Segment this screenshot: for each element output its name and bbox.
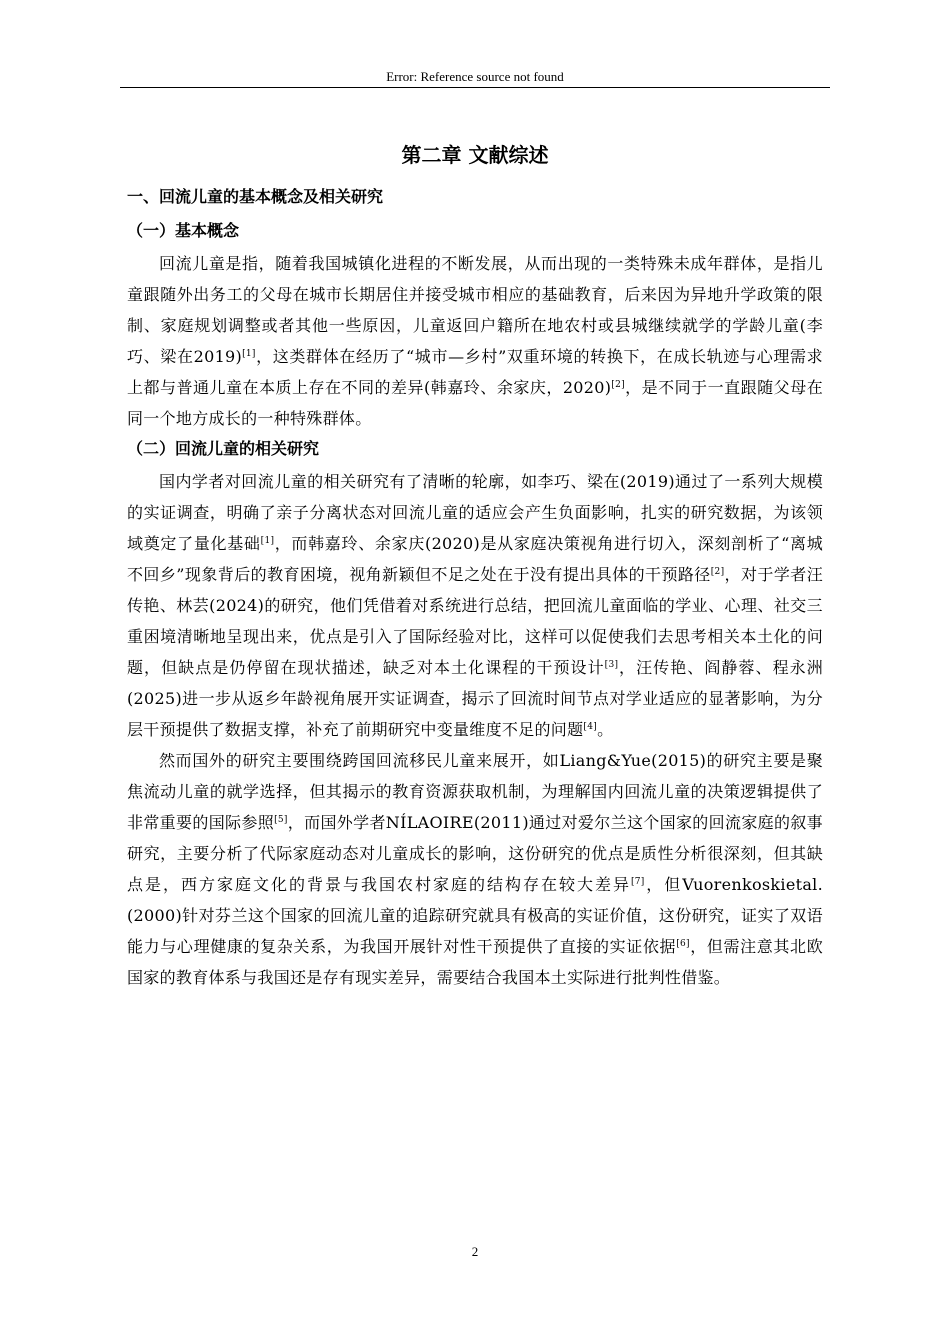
subsection-heading-basic-concepts: （一）基本概念 <box>127 221 240 240</box>
text-run: 回流儿童是指，随着我国城镇化进程的不断发展，从而出现的一类特殊未成年群体，是指儿童跟随外出务工的父母在城市长期居住并接受城市相应的基础教育，后来因为异地升学政策的限制、家庭规划调整或者其他一些原因，儿童返回户籍所在地农村或县城继续就学的学龄儿童(李巧、梁在2019) <box>127 254 823 366</box>
text-run: ，而韩嘉玲、余家庆(2020)是从家庭决策视角进行切入，深刻剖析了“离城不回乡”现象背后的教育困境，视角新颖但不足之处在于没有提出具体的干预路径 <box>127 534 823 584</box>
citation-ref: [4] <box>583 722 598 732</box>
page-header: Error: Reference source not found <box>386 69 564 84</box>
text-run: ，但需注意其北欧国家的教育体系与我国还是存有现实差异，需要结合我国本土实际进行批判性借鉴。 <box>127 937 823 987</box>
text-run: ，但Vuorenkoskietal.(2000)针对芬兰这个国家的回流儿童的追踪研究就具有极高的实证价值，这份研究，证实了双语能力与心理健康的复杂关系，为我国开展针对性干预提供了直接的实证依据 <box>127 875 823 956</box>
text-run: ，汪传艳、阎静蓉、程永洲(2025)进一步从返乡年龄视角展开实证调查，揭示了回流时间节点对学业适应的显著影响，为分层干预提供了数据支撑，补充了前期研究中变量维度不足的问题 <box>127 658 823 739</box>
text-run: ，是不同于一直跟随父母在同一个地方成长的一种特殊群体。 <box>127 378 823 428</box>
header-rule <box>120 87 830 88</box>
page-number: 2 <box>471 1244 479 1259</box>
citation-ref: [1] <box>260 536 275 546</box>
citation-ref: [3] <box>604 660 619 670</box>
page-content <box>127 140 823 993</box>
citation-ref: [5] <box>274 815 288 825</box>
citation-ref: [2] <box>611 380 625 390</box>
citation-ref: [6] <box>676 939 690 949</box>
text-run: 。 <box>597 720 614 739</box>
citation-ref: [1] <box>242 349 256 359</box>
text-run: ，这类群体在经历了“城市—乡村”双重环境的转换下，在成长轨迹与心理需求上都与普通儿童在本质上存在不同的差异(韩嘉玲、余家庆，2020) <box>127 347 823 397</box>
chapter-title: 第二章 文献综述 <box>401 143 549 167</box>
paragraph-domestic-research <box>127 466 823 745</box>
text-run: 国内学者对回流儿童的相关研究有了清晰的轮廓，如李巧、梁在(2019)通过了一系列大规模的实证调查，明确了亲子分离状态对回流儿童的适应会产生负面影响，扎实的研究数据，为该领域奠定了量化基础 <box>127 472 823 553</box>
text-run: ，对于学者汪传艳、林芸(2024)的研究，他们凭借着对系统进行总结，把回流儿童面临的学业、心理、社交三重困境清晰地呈现出来，优点是引入了国际经验对比，这样可以促使我们去思考相关本土化的问题，但缺点是仍停留在现状描述，缺乏对本土化课程的干预设计 <box>127 565 823 677</box>
paragraph-basic-concepts <box>127 248 823 434</box>
citation-ref: [2] <box>710 567 725 577</box>
subsection-heading-related-research: （二）回流儿童的相关研究 <box>127 439 320 458</box>
text-run: 然而国外的研究主要围绕跨国回流移民儿童来展开，如Liang&Yue(2015)的研究主要是聚焦流动儿童的就学选择，但其揭示的教育资源获取机制，为理解国内回流儿童的决策逻辑提供了非常重要的国际参照 <box>127 751 823 832</box>
text-run: ，而国外学者NÍLAOIRE(2011)通过对爱尔兰这个国家的回流家庭的叙事研究，主要分析了代际家庭动态对儿童成长的影响，这份研究的优点是质性分析很深刻，但其缺点是，西方家庭文化的背景与我国农村家庭的结构存在较大差异 <box>127 813 823 894</box>
paragraph-foreign-research <box>127 745 823 993</box>
section-heading-1: 一、回流儿童的基本概念及相关研究 <box>127 187 384 206</box>
citation-ref: [7] <box>630 877 645 887</box>
